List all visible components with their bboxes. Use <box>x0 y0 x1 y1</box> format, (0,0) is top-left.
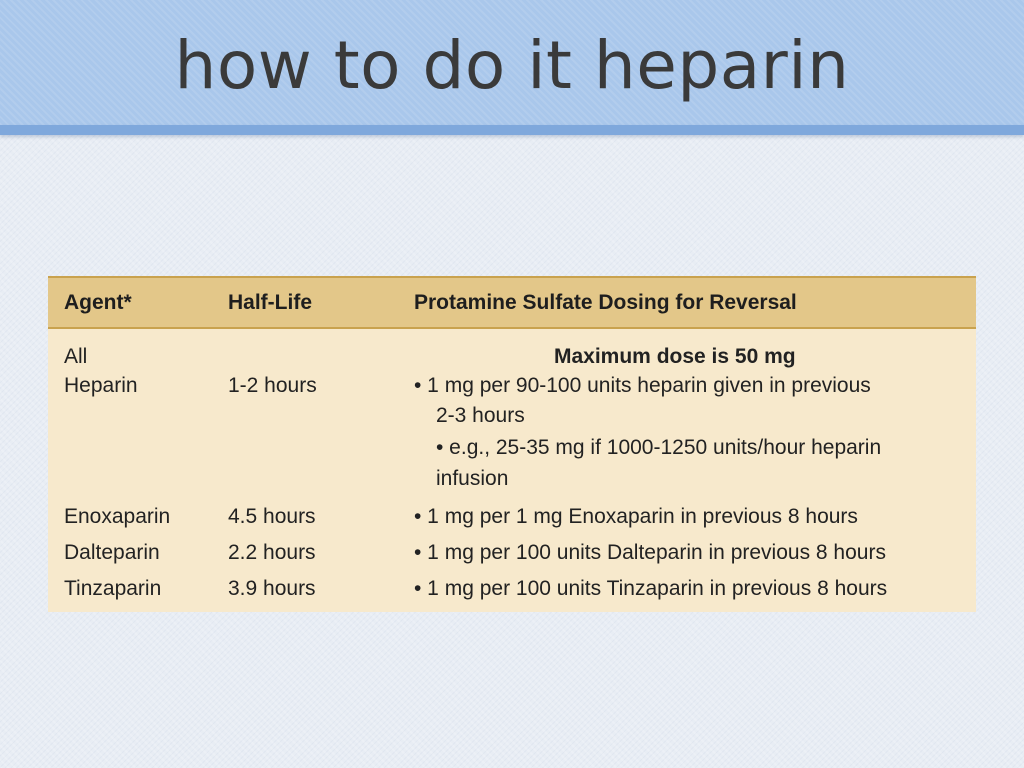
dosing-table <box>48 276 976 612</box>
dosing-dalteparin: • 1 mg per 100 units Dalteparin in previous 8 hours <box>414 541 886 564</box>
max-dose-note: Maximum dose is 50 mg <box>554 345 796 368</box>
agent-dalteparin: Dalteparin <box>64 541 160 564</box>
half-life-dalteparin: 2.2 hours <box>228 541 316 564</box>
half-life-enoxaparin: 4.5 hours <box>228 505 316 528</box>
half-life-tinzaparin: 3.9 hours <box>228 577 316 600</box>
page-title: how to do it heparin <box>174 27 850 104</box>
dosing-heparin-line4: infusion <box>436 467 509 490</box>
agent-tinzaparin: Tinzaparin <box>64 577 162 600</box>
column-header-half-life: Half-Life <box>228 291 312 314</box>
title-rule <box>0 125 1024 135</box>
column-header-dosing: Protamine Sulfate Dosing for Reversal <box>414 291 797 314</box>
agent-heparin: Heparin <box>64 374 138 397</box>
agent-all-label: All <box>64 345 88 368</box>
dosing-tinzaparin: • 1 mg per 100 units Tinzaparin in previous 8 hours <box>414 577 888 600</box>
dosing-heparin-line1: • 1 mg per 90-100 units heparin given in previous <box>414 374 871 397</box>
dosing-heparin-line3: • e.g., 25-35 mg if 1000-1250 units/hour heparin <box>436 436 882 459</box>
half-life-heparin: 1-2 hours <box>228 374 317 397</box>
dosing-enoxaparin: • 1 mg per 1 mg Enoxaparin in previous 8 hours <box>414 505 858 528</box>
agent-enoxaparin: Enoxaparin <box>64 505 171 528</box>
column-header-agent: Agent* <box>64 291 132 314</box>
table-header-row <box>48 276 976 329</box>
dosing-heparin-line2: 2-3 hours <box>436 404 525 427</box>
